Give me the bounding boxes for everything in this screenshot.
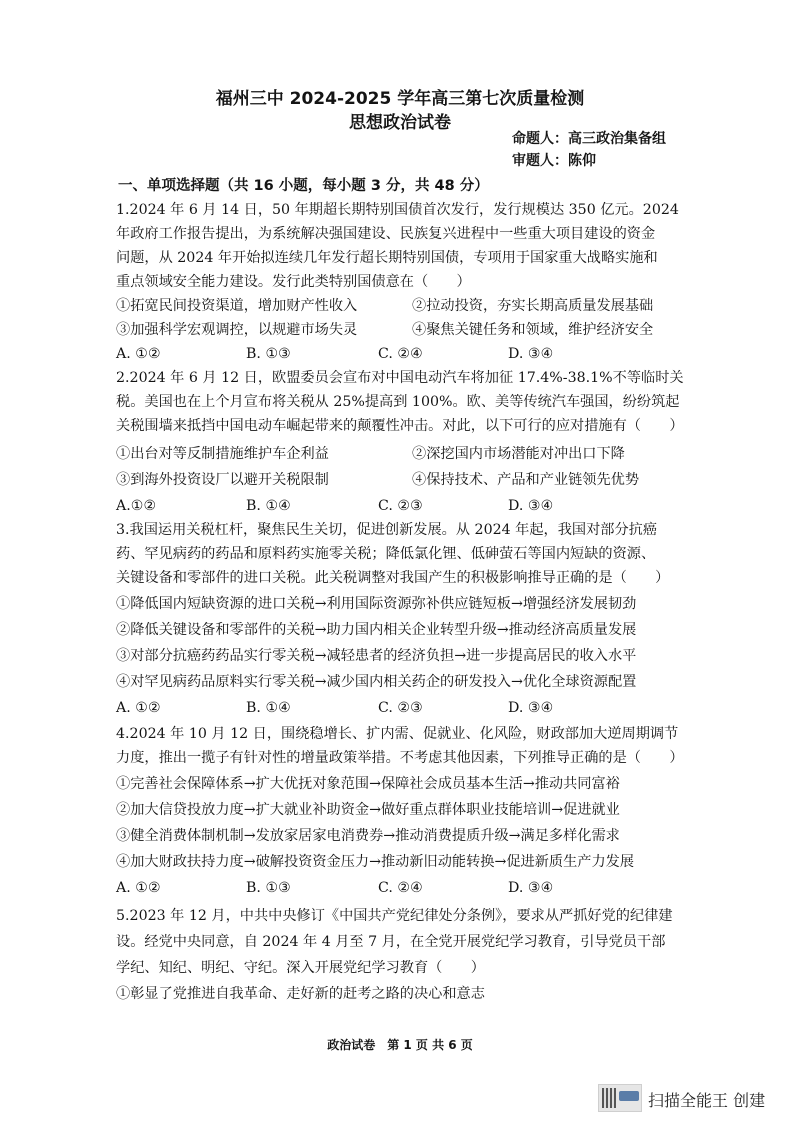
question-5-statement: ①彰显了党推进自我革命、走好新的赶考之路的决心和意志 <box>116 986 485 1002</box>
question-5-line: 设。经党中央同意，自 2024 年 4 月至 7 月，在全党开展党纪学习教育，引导党员干部 <box>116 934 666 950</box>
question-3-statement: ①降低国内短缺资源的进口关税→利用国际资源弥补供应链短板→增强经济发展韧劲 <box>116 596 637 612</box>
question-3-options <box>116 696 706 720</box>
question-3-line: 关键设备和零部件的进口关税。此关税调整对我国产生的积极影响推导正确的是（ ） <box>116 570 670 586</box>
option-d: D. ③④ <box>508 346 554 362</box>
question-2-statement: ④保持技术、产品和产业链领先优势 <box>412 472 640 488</box>
option-b: B. ①③ <box>246 880 291 896</box>
question-2-options <box>116 494 706 518</box>
option-a: A. ①② <box>116 346 161 362</box>
question-4-options <box>116 876 706 900</box>
watermark-text: 扫描全能王 创建 <box>648 1091 766 1110</box>
exam-subtitle: 思想政治试卷 <box>349 113 451 133</box>
question-5-line: 学纪、知纪、明纪、守纪。深入开展党纪学习教育（ ） <box>116 960 485 976</box>
exam-title: 福州三中 2024-2025 学年高三第七次质量检测 <box>215 89 585 109</box>
page-footer: 政治试卷 第 1 页 共 6 页 <box>327 1038 473 1052</box>
question-1-line: 重点领域安全能力建设。发行此类特别国债意在（ ） <box>116 274 471 290</box>
question-4-statement: ④加大财政扶持力度→破解投资资金压力→推动新旧动能转换→促进新质生产力发展 <box>116 854 635 870</box>
option-a: A. ①② <box>116 880 161 896</box>
question-3-statement: ③对部分抗癌药药品实行零关税→减轻患者的经济负担→进一步提高居民的收入水平 <box>116 648 637 664</box>
reviewer-line: 审题人：陈仰 <box>512 153 596 169</box>
question-4-line: 力度，推出一揽子有针对性的增量政策举措。不考虑其他因素，下列推导正确的是（ ） <box>116 750 684 766</box>
option-d: D. ③④ <box>508 880 554 896</box>
section-heading: 一、单项选择题（共 16 小题，每小题 3 分，共 48 分） <box>118 178 489 194</box>
option-c: C. ②④ <box>378 880 423 896</box>
question-2-statements-row <box>116 468 706 492</box>
question-5-line: 5.2023 年 12 月，中共中央修订《中国共产党纪律处分条例》，要求从严抓好党的纪律建 <box>116 908 673 924</box>
option-a: A. ①② <box>116 700 161 716</box>
option-c: C. ②③ <box>378 498 423 514</box>
option-c: C. ②③ <box>378 700 423 716</box>
question-1-statement: ②拉动投资，夯实长期高质量发展基础 <box>412 298 654 314</box>
question-2-statement: ①出台对等反制措施维护车企利益 <box>116 446 329 462</box>
question-2-line: 关税围墙来抵挡中国电动车崛起带来的颠覆性冲击。对此，以下可行的应对措施有（ ） <box>116 418 684 434</box>
question-2-line: 2.2024 年 6 月 12 日，欧盟委员会宣布对中国电动汽车将加征 17.4%-38.1%不等临时关 <box>116 370 684 386</box>
question-3-line: 3.我国运用关税杠杆，聚焦民生关切，促进创新发展。从 2024 年起，我国对部分抗癌 <box>116 522 658 538</box>
question-1-options <box>116 342 706 366</box>
question-1-statement: ④聚焦关键任务和领域，维护经济安全 <box>412 322 654 338</box>
option-c: C. ②④ <box>378 346 423 362</box>
question-4-statement: ②加大信贷投放力度→扩大就业补助资金→做好重点群体职业技能培训→促进就业 <box>116 802 620 818</box>
author-line: 命题人：高三政治集备组 <box>512 131 666 147</box>
question-3-line: 药、罕见病药的药品和原料药实施零关税；降低氯化锂、低砷萤石等国内短缺的资源、 <box>116 546 656 562</box>
option-b: B. ①③ <box>246 346 291 362</box>
question-2-statement: ②深挖国内市场潜能对冲出口下降 <box>412 446 625 462</box>
question-1-statements-row <box>116 294 706 318</box>
question-2-statement: ③到海外投资设厂以避开关税限制 <box>116 472 329 488</box>
question-4-line: 4.2024 年 10 月 12 日，围绕稳增长、扩内需、促就业、化风险，财政部加大逆周期调节 <box>116 726 679 742</box>
question-1-statement: ①拓宽民间投资渠道，增加财产性收入 <box>116 298 358 314</box>
question-1-statement: ③加强科学宏观调控，以规避市场失灵 <box>116 322 358 338</box>
question-1-line: 问题，从 2024 年开始拟连续几年发行超长期特别国债，专项用于国家重大战略实施和 <box>116 250 658 266</box>
option-b: B. ①④ <box>246 498 291 514</box>
option-d: D. ③④ <box>508 700 554 716</box>
question-2-line: 税。美国也在上个月宣布将关税从 25%提高到 100%。欧、美等传统汽车强国，纷纷筑起 <box>116 394 680 410</box>
question-1-line: 年政府工作报告提出，为系统解决强国建设、民族复兴进程中一些重大项目建设的资金 <box>116 226 656 242</box>
option-b: B. ①④ <box>246 700 291 716</box>
question-4-statement: ①完善社会保障体系→扩大优抚对象范围→保障社会成员基本生活→推动共同富裕 <box>116 776 620 792</box>
option-d: D. ③④ <box>508 498 554 514</box>
camscanner-logo-icon <box>598 1084 642 1112</box>
question-2-statements-row <box>116 442 706 466</box>
question-1-statements-row <box>116 318 706 342</box>
question-4-statement: ③健全消费体制机制→发放家居家电消费券→推动消费提质升级→满足多样化需求 <box>116 828 620 844</box>
question-3-statement: ②降低关键设备和零部件的关税→助力国内相关企业转型升级→推动经济高质量发展 <box>116 622 637 638</box>
question-3-statement: ④对罕见病药品原料实行零关税→减少国内相关药企的研发投入→优化全球资源配置 <box>116 674 637 690</box>
question-1-line: 1.2024 年 6 月 14 日，50 年期超长期特别国债首次发行，发行规模达 350 亿元。2024 <box>116 202 679 218</box>
option-a: A.①② <box>116 498 157 514</box>
